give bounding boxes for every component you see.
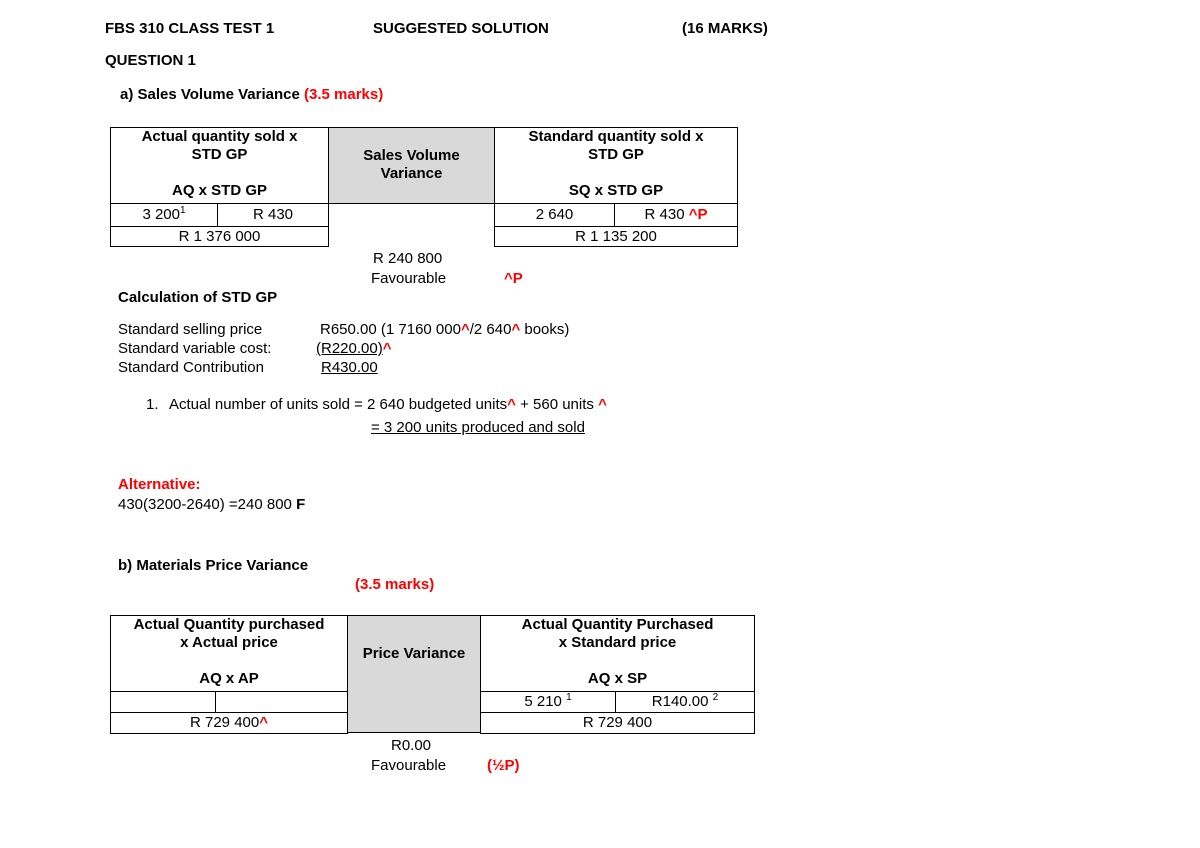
sales-variance-header-line2: Variance [380, 165, 443, 182]
sales-left-header-line2: STD GP [191, 146, 248, 163]
alternative-formula [118, 496, 305, 513]
std-variable-cost-value [316, 340, 391, 357]
sales-variance-header-line1: Sales Volume [363, 147, 460, 164]
sales-variance-amount: R 240 800 [373, 250, 443, 267]
price-variance-header: Price Variance [362, 645, 466, 662]
std-selling-price-mid: /2 640 [469, 321, 512, 338]
std-selling-price-end: books) [520, 321, 570, 338]
std-gp-heading: Calculation of STD GP [118, 289, 278, 306]
question-heading: QUESTION 1 [105, 52, 196, 69]
sales-actual-qty-cell [110, 203, 218, 227]
price-actual-total-cell [110, 712, 348, 734]
part-a-heading [120, 86, 383, 103]
sales-actual-total: R 1 376 000 [178, 228, 261, 245]
sales-left-formula: AQ x STD GP [171, 182, 268, 199]
price-right-header-line1: Actual Quantity Purchased [521, 616, 714, 633]
note-text-part2: + 560 units [520, 396, 594, 413]
part-b-marks: (3.5 marks) [355, 576, 435, 593]
sales-std-price-cell [614, 203, 738, 227]
std-contribution-value: R430.00 [321, 359, 378, 376]
sales-actual-total-cell [110, 226, 329, 247]
sales-variance-label: Favourable [371, 270, 447, 287]
mark-indicator: ^ [507, 396, 516, 413]
sales-actual-price: R 430 [252, 206, 294, 223]
document-title: SUGGESTED SOLUTION [373, 20, 549, 37]
sales-variance-header-cell [328, 127, 495, 204]
price-left-header-line1: Actual Quantity purchased [133, 616, 325, 633]
std-variable-cost-text: (R220.00) [316, 340, 383, 357]
note-result: = 3 200 units produced and sold [371, 419, 585, 436]
price-right-formula: AQ x SP [587, 670, 648, 687]
note-text [169, 396, 607, 413]
sales-std-price: R 430 [644, 206, 685, 223]
mark-indicator: ^ [598, 396, 607, 413]
sales-actual-qty: 3 200 [142, 206, 180, 223]
sales-right-header-line1: Standard quantity sold x [528, 128, 704, 145]
price-actual-qty-cell [110, 691, 216, 713]
price-variance-header-cell [347, 615, 481, 733]
price-left-header-cell [110, 615, 348, 692]
footnote-ref: 1 [179, 205, 186, 216]
part-b-heading: b) Materials Price Variance [118, 557, 309, 574]
price-left-header-line2: x Actual price [180, 634, 278, 651]
mark-indicator: ^ [511, 321, 521, 338]
price-std-price-cell [615, 691, 755, 713]
price-std-price: R140.00 [651, 693, 709, 710]
note-text-part1: Actual number of units sold = 2 640 budgeted units [169, 396, 508, 413]
price-right-header-line2: x Standard price [558, 634, 677, 651]
price-variance-mark: (½P) [487, 757, 520, 774]
price-variance-label: Favourable [371, 757, 447, 774]
sales-left-header-cell [110, 127, 329, 204]
price-std-qty: 5 210 [524, 693, 562, 710]
price-std-total: R 729 400 [582, 714, 653, 731]
alternative-suffix: F [296, 496, 306, 513]
alternative-formula-text: 430(3200-2640) =240 800 [118, 496, 292, 513]
sales-right-formula: SQ x STD GP [568, 182, 664, 199]
sales-actual-price-cell [217, 203, 329, 227]
std-selling-price-label: Standard selling price [118, 321, 263, 338]
mark-indicator: ^ [460, 321, 470, 338]
note-number: 1. [146, 396, 159, 413]
mark-indicator: ^P [688, 206, 708, 223]
course-title: FBS 310 CLASS TEST 1 [105, 20, 275, 37]
sales-std-qty: 2 640 [535, 206, 574, 223]
part-a-marks: (3.5 marks) [304, 86, 384, 103]
price-actual-price-cell [215, 691, 348, 713]
sales-right-header-cell [494, 127, 738, 204]
total-marks: (16 MARKS) [682, 20, 768, 37]
std-selling-price-text: R650.00 (1 7160 000 [320, 321, 461, 338]
std-selling-price-value [320, 321, 569, 338]
price-std-total-cell [480, 712, 755, 734]
price-right-header-cell [480, 615, 755, 692]
std-variable-cost-label: Standard variable cost: [118, 340, 272, 357]
sales-left-header-line1: Actual quantity sold x [141, 128, 298, 145]
mark-indicator: ^ [259, 714, 268, 731]
sales-variance-mark: ^P [504, 270, 523, 287]
price-variance-amount: R0.00 [391, 737, 432, 754]
price-std-qty-cell [480, 691, 616, 713]
sales-std-qty-cell [494, 203, 615, 227]
mark-indicator: ^ [382, 340, 392, 357]
footnote-ref: 1 [566, 692, 572, 703]
sales-right-header-line2: STD GP [588, 146, 644, 163]
price-actual-total: R 729 400 [190, 714, 260, 731]
footnote-ref: 2 [712, 692, 719, 703]
std-contribution-label: Standard Contribution [118, 359, 264, 376]
sales-std-total: R 1 135 200 [575, 228, 657, 245]
price-left-formula: AQ x AP [199, 670, 259, 687]
sales-std-total-cell [494, 226, 738, 247]
part-a-title: a) Sales Volume Variance [120, 86, 300, 103]
alternative-heading: Alternative: [118, 476, 201, 493]
